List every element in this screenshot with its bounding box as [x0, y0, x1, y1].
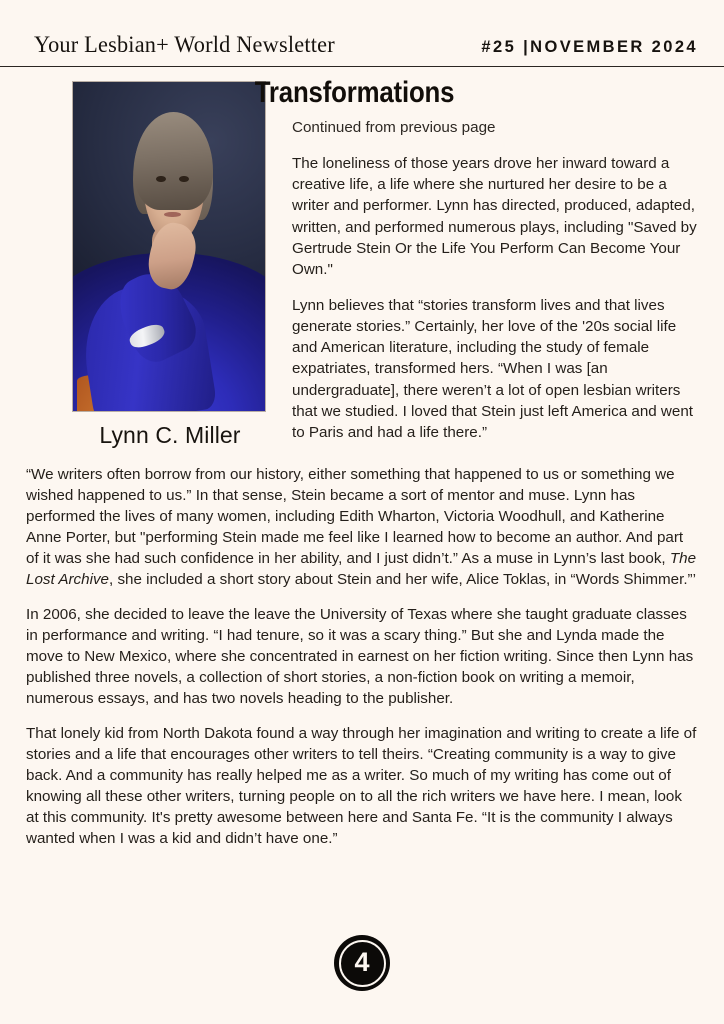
photo-figure: [72, 81, 268, 449]
masthead-issue-date: #25 |NOVEMBER 2024: [481, 38, 698, 56]
article-paragraph-5: That lonely kid from North Dakota found a way through her imagination and writing to create a life of stories and a life that encourages other writers to tell theirs. “Creating community is a way to give back. And a community has really helped me as a writer. So much of my writing has come out of knowing all these other writers, turning people on to all the rich writers we have here. I mean, look at this community. It's pretty awesome between here and Santa Fe. “It is the community I always wanted when I was a kid and didn’t have one.”: [26, 724, 697, 847]
portrait-photo: [72, 81, 266, 412]
photo-eye-right: [179, 176, 189, 183]
article-paragraph-2: Lynn believes that “stories transform lives and that lives generate stories.” Certainly, her love of the '20s social life and American literature, including the study of female expatriates, transformed hers. “When I was [an undergraduate], there weren’t a lot of open lesbian writers that we studied. I loved that Stein just left America and went to Paris and had a life there.”: [292, 296, 694, 442]
book-title-the-lost-archive: The Lost Archive: [26, 549, 697, 588]
article-subhead: Continued from previous page: [292, 119, 496, 137]
article-headline: Transformations: [254, 76, 455, 109]
page-number-ring: [339, 940, 386, 987]
masthead-header: [0, 0, 724, 67]
page-number-value: 4: [354, 946, 370, 977]
page-number-badge: [334, 935, 390, 991]
article-content: [0, 67, 724, 1024]
article-paragraph-3: [26, 465, 698, 591]
article-paragraph-1: The loneliness of those years drove her inward toward a creative life, a life where she nurtured her desire to be a writer and performer. Lynn has directed, produced, adapted, written, and performed numerous plays, including "Saved by Gertrude Stein Or the Life You Perform Can Become Your Own.": [292, 154, 697, 279]
quote-text-before-title: “We writers often borrow from our history, either something that happened to us or something we wished happened to us.” In that sense, Stein became a sort of mentor and muse. Lynn has performed the lives of many women, including Edith Wharton, Victoria Woodhull, and Katherine Anne Porter, but "performing Stein made me feel like I learned how to become an author. And part of it was she had such confidence in her ability, and I just didn’t.” As a muse in Lynn’s last book,: [26, 466, 684, 567]
photo-caption: Lynn C. Miller: [99, 422, 241, 448]
photo-eye-left: [156, 176, 166, 183]
article-paragraph-4: In 2006, she decided to leave the leave the University of Texas where she taught graduate classes in performance and writing. “I had tenure, so it was a scary thing.” But she and Lynda made the move to New Mexico, where she concentrated in earnest on her fiction writing. Since then Lynn has published three novels, a collection of short stories, a non-fiction book on writing a memoir, numerous essays, and has two novels heading to the publisher.: [26, 605, 694, 707]
masthead-title: Your Lesbian+ World Newsletter: [34, 32, 335, 57]
quote-text-after-title: , she included a short story about Stein and her wife, Alice Toklas, in “Words Shimmer.”’: [109, 570, 696, 588]
